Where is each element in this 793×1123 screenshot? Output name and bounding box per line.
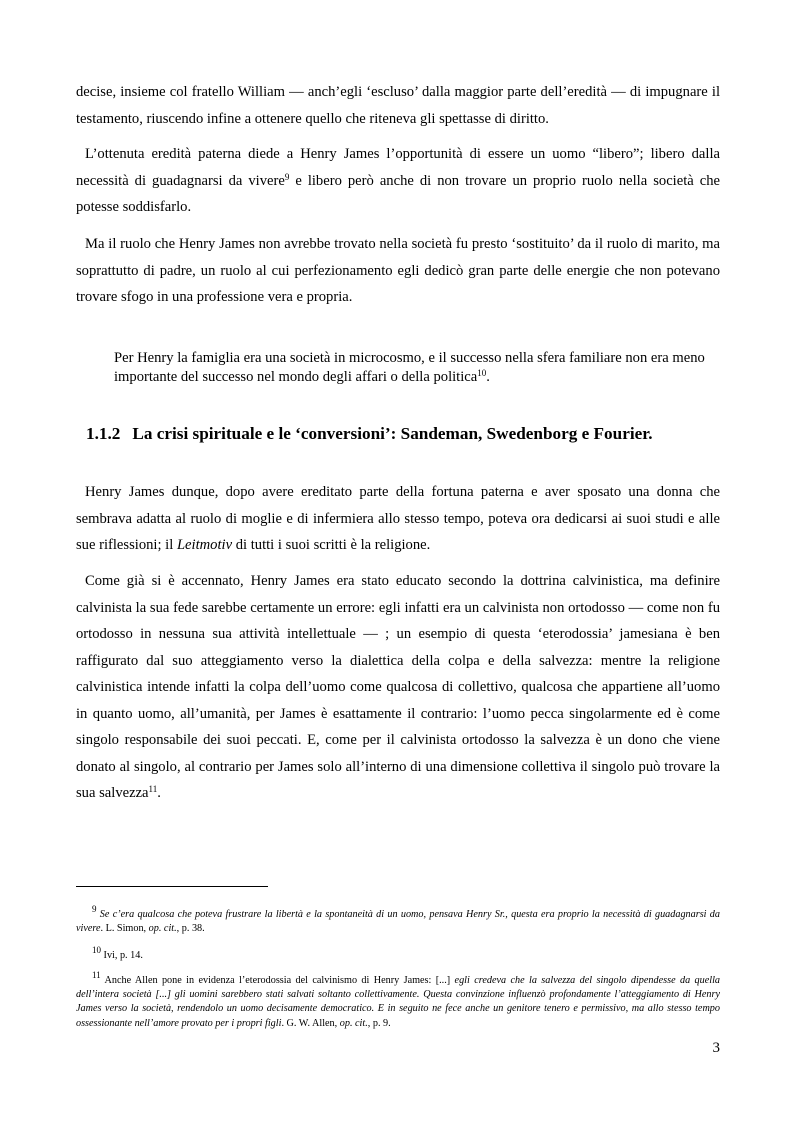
footnote-ref-10[interactable]: 10 <box>477 368 487 378</box>
footnote-ref-11[interactable]: 11 <box>148 784 158 794</box>
footnote-11 <box>76 970 721 1031</box>
footnote-10 <box>76 945 720 963</box>
footnote-11-intro: Anche Allen pone in evidenza l’eterodossia del calvinismo di Henry James: [...] <box>104 975 455 986</box>
section-heading <box>86 421 726 447</box>
paragraph-3-text: Ma il ruolo che Henry James non avrebbe trovato nella società fu presto ‘sostituito’ da il ruolo di marito, ma soprattutto di padre, un ruolo al cui perfezionamento egli dedicò gran parte delle energie che non potevano trovare sfogo in una professione vera e propria. <box>76 236 720 305</box>
paragraph-2-text-a: L’ottenuta eredità paterna diede a Henry James l’opportunità di essere un uomo “libero”; libero dalla necessità di guadagnarsi da vivere <box>76 146 720 189</box>
footnote-11-number: 11 <box>92 970 101 980</box>
paragraph-4-text-b: di tutti i suoi scritti è la religione. <box>232 537 431 553</box>
paragraph-5-end: . <box>157 785 161 801</box>
paragraph-5-text: Come già si è accennato, Henry James era stato educato secondo la dottrina calvinistica, ma definire calvinista la sua fede sarebbe certamente un errore: egli infatti era un calvinista non ortodosso — come non fu ortodosso in nessuna sua attività intellettuale — ; un esempio di questa ‘eterodossia’ jamesiana è ben raffigurato dal suo atteggiamento verso la dialettica della colpa e della salvezza: mentre la religione calvinistica intende infatti la colpa dell’uomo come qualcosa di collettivo, qualcosa che appartiene all’uomo in quanto uomo, all’umanità, per James è esattamente il contrario: l’uomo pecca singolarmente ed è come singolo responsabile dei suoi peccati. E, come per il calvinista ortodosso la salvezza è un dono che viene donato al singolo, al contrario per James solo all’interno di una dimensione collettiva il singolo può trovare la sua salvezza <box>76 573 720 801</box>
footnote-9-source: . L. Simon, <box>100 923 149 935</box>
footnote-10-number: 10 <box>92 945 101 955</box>
paragraph-4 <box>76 479 720 559</box>
footnote-9-opcit: op. cit. <box>148 923 177 935</box>
paragraph-1-text: decise, insieme col fratello William — anch’egli ‘escluso’ dalla maggior parte dell’eredità — di impugnare il testamento, riuscendo infine a ottenere quello che riteneva gli spettasse di diritto. <box>76 84 720 127</box>
paragraph-4-italic: Leitmotiv <box>176 537 233 553</box>
footnote-ref-9[interactable]: 9 <box>284 171 290 182</box>
footnote-9-number: 9 <box>92 904 97 914</box>
footnote-9 <box>76 904 720 936</box>
paragraph-2-text-b: e libero però anche di non trovare un proprio ruolo nella società che potesse soddisfarlo. <box>76 172 720 215</box>
paragraph-2 <box>76 141 720 221</box>
paragraph-5 <box>76 568 720 807</box>
block-quote-end: . <box>486 369 490 385</box>
footnote-10-text: Ivi, p. 14. <box>103 950 143 961</box>
paragraph-4-text-a: Henry James dunque, dopo avere ereditato parte della fortuna paterna e aver sposato una donna che sembrava adatta al ruolo di moglie e di infermiera allo stesso tempo, poteva ora dedicarsi ai suoi studi e alle sue riflessioni; il <box>76 484 720 553</box>
section-title: La crisi spirituale e le ‘conversioni’: Sandeman, Swedenborg e Fourier. <box>132 424 653 443</box>
section-number: 1.1.2 <box>86 424 121 443</box>
footnote-separator <box>76 886 268 887</box>
block-quote <box>114 349 712 387</box>
footnote-11-opcit: op. cit. <box>339 1017 368 1029</box>
footnote-9-italic: Se c’era qualcosa che poteva frustrare la libertà e la spontaneità di un uomo, pensava Henry Sr., questa era proprio la necessità di guadagnarsi da vivere <box>76 909 720 935</box>
footnote-11-italic: egli credeva che la salvezza del singolo dipendesse da quella dell’intera società [...] gli uomini sarebbero stati salvati soltanto collettivamente. Questa convinzione influenzò profondamente l’atteggiamento di Henry James verso la società, rendendolo un uomo decisamente democratico. E in seguito ne fece anche un genitore tenero e permissivo, ma allo stesso tempo ossessionante nell’amore provato per i propri figli <box>76 975 721 1029</box>
paragraph-1 <box>76 79 720 132</box>
footnote-11-source: . G. W. Allen, <box>281 1017 340 1029</box>
page-number: 3 <box>712 1040 720 1056</box>
paragraph-3 <box>76 231 720 311</box>
block-quote-text: Per Henry la famiglia era una società in microcosmo, e il successo nella sfera familiare non era meno importante del successo nel mondo degli affari o della politica <box>114 350 705 385</box>
footnote-11-page: , p. 9. <box>367 1017 391 1029</box>
footnote-9-page: , p. 38. <box>176 923 205 935</box>
